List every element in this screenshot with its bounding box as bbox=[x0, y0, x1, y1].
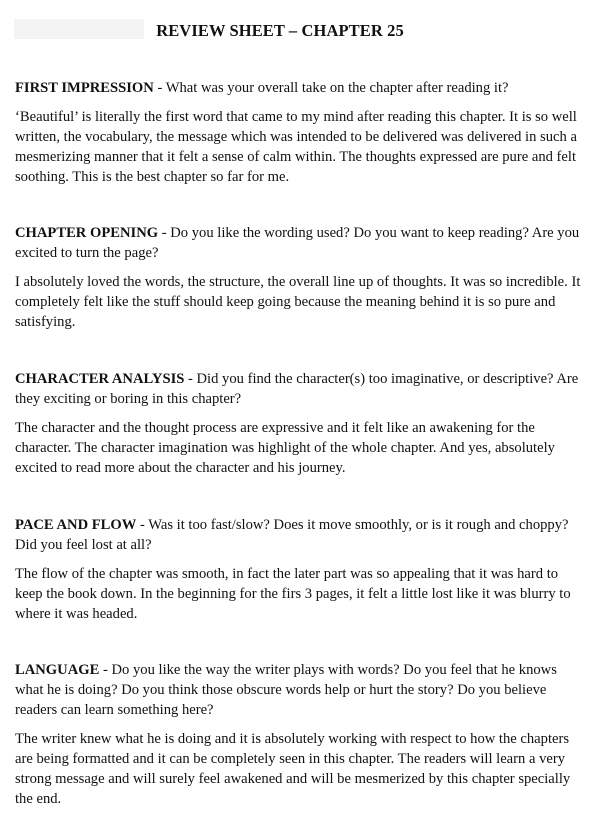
section-answer: The flow of the chapter was smooth, in fact the later part was so appealing that it was hard to keep the book down. In the beginning for the firs 3 pages, it felt a little lost like it was blurry to where it was headed. bbox=[15, 566, 571, 622]
section-answer: ‘Beautiful’ is literally the first word that came to my mind after reading this chapter. It is so well written, the vocabulary, the message which was intended to be delivered was delivered in such a mesmerizing manner that it felt a sense of calm within. The thoughts expressed are pure and felt soothing. This is the best chapter so far for me. bbox=[15, 109, 577, 185]
section-label: CHARACTER ANALYSIS bbox=[15, 371, 185, 387]
question-text: - Do you like the way the writer plays with words? Do you feel that he knows what he is doing? Do you think those obscure words help or hurt the story? Do you believe readers can learn something here? bbox=[15, 662, 557, 718]
question-text: - Do you like the wording used? Do you want to keep reading? Are you excited to turn the page? bbox=[15, 225, 580, 261]
section-language bbox=[15, 660, 587, 809]
section-answer: The character and the thought process are expressive and it felt like an awakening for the character. The character imagination was highlight of the whole chapter. And yes, absolutely excited to read more about the character and his journey. bbox=[15, 420, 555, 476]
question-text: - What was your overall take on the chapter after reading it? bbox=[153, 80, 509, 96]
section-question bbox=[15, 515, 587, 555]
section-question bbox=[15, 369, 587, 409]
section-label: FIRST IMPRESSION bbox=[15, 80, 154, 96]
section-character-analysis bbox=[15, 369, 587, 478]
page-title: REVIEW SHEET – CHAPTER 25 bbox=[156, 21, 404, 40]
section-pace-and-flow bbox=[15, 515, 587, 624]
section-label: CHAPTER OPENING bbox=[15, 225, 159, 241]
section-answer: The writer knew what he is doing and it is absolutely working with respect to how the chapters are being formatted and it can be completely seen in this chapter. The readers will learn a very strong message and will surely feel awakened and will be mesmerized by this chapter specially the end. bbox=[15, 731, 571, 807]
section-label: PACE AND FLOW bbox=[15, 517, 137, 533]
section-first-impression bbox=[15, 78, 587, 187]
section-label: LANGUAGE bbox=[15, 662, 100, 678]
question-text: - Was it too fast/slow? Does it move smoothly, or is it rough and choppy? Did you feel lost at all? bbox=[15, 517, 569, 553]
section-answer: I absolutely loved the words, the structure, the overall line up of thoughts. It was so incredible. It completely felt like the stuff should keep going because the meaning behind it is so pure and satisfying. bbox=[15, 274, 581, 330]
section-question bbox=[15, 660, 587, 720]
section-question bbox=[15, 223, 587, 263]
section-chapter-opening bbox=[15, 223, 587, 332]
question-text: - Did you find the character(s) too imaginative, or descriptive? Are they exciting or boring in this chapter? bbox=[15, 371, 579, 407]
section-question bbox=[15, 78, 587, 98]
